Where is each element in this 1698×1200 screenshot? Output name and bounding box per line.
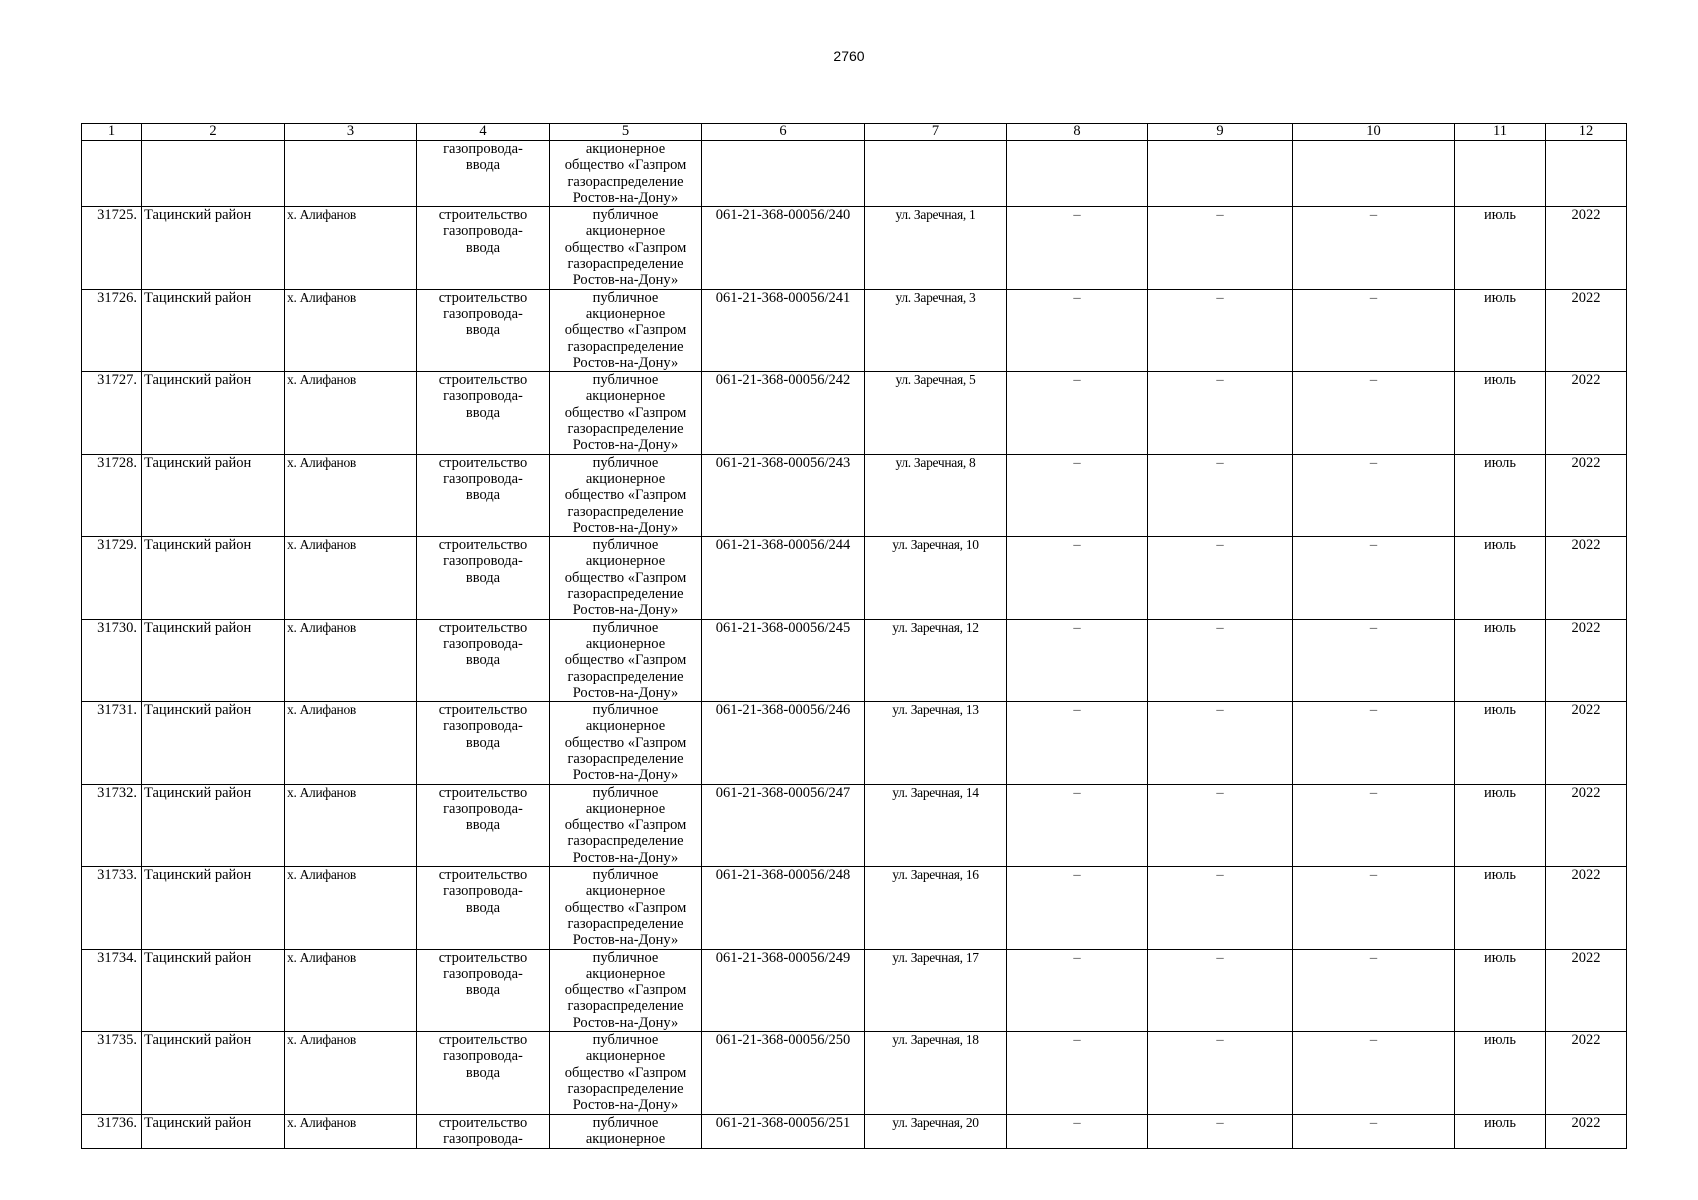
settlement-cell: х. Алифанов	[285, 619, 417, 701]
col10-cell: –	[1293, 372, 1455, 454]
row-number: 31725.	[82, 207, 142, 289]
row-number: 31734.	[82, 949, 142, 1031]
page-number: 2760	[833, 48, 865, 64]
row-number: 31730.	[82, 619, 142, 701]
district-cell: Тацинский район	[142, 949, 285, 1031]
table-row	[82, 537, 1627, 619]
col10-cell: –	[1293, 1114, 1455, 1148]
row-number: 31727.	[82, 372, 142, 454]
address-cell: ул. Заречная, 20	[865, 1114, 1007, 1148]
work-type-cell: строительство газопровода- ввода	[417, 949, 550, 1031]
district-cell: Тацинский район	[142, 207, 285, 289]
continuation-row	[82, 141, 1627, 207]
col10-cell: –	[1293, 702, 1455, 784]
organization-cell: публичное акционерное общество «Газпром газораспределение Ростов-на-Дону»	[550, 949, 702, 1031]
month-cell: июль	[1455, 1032, 1546, 1114]
address-cell: ул. Заречная, 5	[865, 372, 1007, 454]
year-cell: 2022	[1546, 619, 1627, 701]
settlement-cell: х. Алифанов	[285, 867, 417, 949]
table-row	[82, 784, 1627, 866]
work-type-cell: строительство газопровода- ввода	[417, 537, 550, 619]
column-header: 1	[82, 124, 142, 141]
month-cell: июль	[1455, 454, 1546, 536]
column-header: 10	[1293, 124, 1455, 141]
column-header: 2	[142, 124, 285, 141]
col8-cell: –	[1007, 702, 1148, 784]
row-number: 31731.	[82, 702, 142, 784]
organization-cell: публичное акционерное общество «Газпром газораспределение Ростов-на-Дону»	[550, 537, 702, 619]
organization-cell: публичное акционерное общество «Газпром газораспределение Ростов-на-Дону»	[550, 702, 702, 784]
organization-cell: публичное акционерное общество «Газпром газораспределение Ростов-на-Дону»	[550, 619, 702, 701]
object-code-cell: 061-21-368-00056/249	[702, 949, 865, 1031]
object-code-cell: 061-21-368-00056/241	[702, 289, 865, 371]
row-number: 31732.	[82, 784, 142, 866]
settlement-cell: х. Алифанов	[285, 289, 417, 371]
month-cell: июль	[1455, 537, 1546, 619]
table-row	[82, 372, 1627, 454]
data-rows	[82, 207, 1627, 1114]
column-header: 5	[550, 124, 702, 141]
year-cell: 2022	[1546, 454, 1627, 536]
month-cell: июль	[1455, 867, 1546, 949]
address-cell: ул. Заречная, 12	[865, 619, 1007, 701]
month-cell: июль	[1455, 289, 1546, 371]
col10-cell: –	[1293, 289, 1455, 371]
col8-cell: –	[1007, 372, 1148, 454]
district-cell: Тацинский район	[142, 1114, 285, 1148]
work-type-cell: строительство газопровода- ввода	[417, 867, 550, 949]
col10-cell: –	[1293, 867, 1455, 949]
object-code-cell: 061-21-368-00056/243	[702, 454, 865, 536]
table-row	[82, 702, 1627, 784]
month-cell: июль	[1455, 702, 1546, 784]
month-cell: июль	[1455, 1114, 1546, 1148]
address-cell: ул. Заречная, 10	[865, 537, 1007, 619]
col9-cell: –	[1148, 949, 1293, 1031]
column-header: 3	[285, 124, 417, 141]
object-code-cell: 061-21-368-00056/242	[702, 372, 865, 454]
object-code-cell: 061-21-368-00056/247	[702, 784, 865, 866]
object-code-cell: 061-21-368-00056/248	[702, 867, 865, 949]
month-cell: июль	[1455, 784, 1546, 866]
row-number: 31729.	[82, 537, 142, 619]
object-code-cell: 061-21-368-00056/250	[702, 1032, 865, 1114]
year-cell: 2022	[1546, 207, 1627, 289]
row-number: 31735.	[82, 1032, 142, 1114]
address-cell: ул. Заречная, 8	[865, 454, 1007, 536]
month-cell: июль	[1455, 619, 1546, 701]
work-type-cell: строительство газопровода- ввода	[417, 454, 550, 536]
table-row	[82, 207, 1627, 289]
organization-cell: публичное акционерное общество «Газпром газораспределение Ростов-на-Дону»	[550, 454, 702, 536]
address-cell: ул. Заречная, 13	[865, 702, 1007, 784]
address-cell: ул. Заречная, 18	[865, 1032, 1007, 1114]
year-cell: 2022	[1546, 1114, 1627, 1148]
year-cell: 2022	[1546, 702, 1627, 784]
organization-cell: публичное акционерное	[550, 1114, 702, 1148]
district-cell: Тацинский район	[142, 372, 285, 454]
organization-cell: публичное акционерное общество «Газпром газораспределение Ростов-на-Дону»	[550, 207, 702, 289]
col9-cell: –	[1148, 207, 1293, 289]
year-cell: 2022	[1546, 784, 1627, 866]
col10-cell: –	[1293, 207, 1455, 289]
organization-cell: публичное акционерное общество «Газпром газораспределение Ростов-на-Дону»	[550, 867, 702, 949]
row-number: 31726.	[82, 289, 142, 371]
column-header: 9	[1148, 124, 1293, 141]
work-type-cell: строительство газопровода-	[417, 1114, 550, 1148]
month-cell: июль	[1455, 949, 1546, 1031]
district-cell: Тацинский район	[142, 1032, 285, 1114]
settlement-cell: х. Алифанов	[285, 372, 417, 454]
col8-cell: –	[1007, 454, 1148, 536]
col8-cell: –	[1007, 537, 1148, 619]
year-cell: 2022	[1546, 867, 1627, 949]
work-type-cell: строительство газопровода- ввода	[417, 784, 550, 866]
month-cell: июль	[1455, 207, 1546, 289]
organization-cell: публичное акционерное общество «Газпром газораспределение Ростов-на-Дону»	[550, 372, 702, 454]
table-row	[82, 867, 1627, 949]
col8-cell: –	[1007, 784, 1148, 866]
settlement-cell: х. Алифанов	[285, 949, 417, 1031]
table-row	[82, 1114, 1627, 1148]
address-cell: ул. Заречная, 14	[865, 784, 1007, 866]
col10-cell: –	[1293, 784, 1455, 866]
table-row	[82, 619, 1627, 701]
row-number: 31728.	[82, 454, 142, 536]
object-code-cell: 061-21-368-00056/240	[702, 207, 865, 289]
work-type-cell: строительство газопровода- ввода	[417, 289, 550, 371]
col9-cell: –	[1148, 454, 1293, 536]
district-cell: Тацинский район	[142, 619, 285, 701]
table-row	[82, 949, 1627, 1031]
year-cell: 2022	[1546, 537, 1627, 619]
col9-cell: –	[1148, 537, 1293, 619]
year-cell: 2022	[1546, 1032, 1627, 1114]
year-cell: 2022	[1546, 949, 1627, 1031]
column-number-row	[82, 124, 1627, 141]
column-header: 6	[702, 124, 865, 141]
col10-cell: –	[1293, 537, 1455, 619]
column-header: 4	[417, 124, 550, 141]
settlement-cell: х. Алифанов	[285, 207, 417, 289]
col9-cell: –	[1148, 1032, 1293, 1114]
organization-cell: публичное акционерное общество «Газпром газораспределение Ростов-на-Дону»	[550, 784, 702, 866]
column-header: 11	[1455, 124, 1546, 141]
organization-cell: публичное акционерное общество «Газпром газораспределение Ростов-на-Дону»	[550, 289, 702, 371]
col10-cell: –	[1293, 454, 1455, 536]
col9-cell: –	[1148, 619, 1293, 701]
col8-cell: –	[1007, 1114, 1148, 1148]
table-row	[82, 454, 1627, 536]
year-cell: 2022	[1546, 289, 1627, 371]
district-cell: Тацинский район	[142, 289, 285, 371]
registry-table	[81, 123, 1627, 1149]
work-type-cell: строительство газопровода- ввода	[417, 207, 550, 289]
col10-cell: –	[1293, 619, 1455, 701]
column-header: 8	[1007, 124, 1148, 141]
column-header: 12	[1546, 124, 1627, 141]
work-type-cell: строительство газопровода- ввода	[417, 619, 550, 701]
district-cell: Тацинский район	[142, 784, 285, 866]
address-cell: ул. Заречная, 16	[865, 867, 1007, 949]
col9-cell: –	[1148, 784, 1293, 866]
column-header: 7	[865, 124, 1007, 141]
work-type-cell: строительство газопровода- ввода	[417, 1032, 550, 1114]
settlement-cell: х. Алифанов	[285, 537, 417, 619]
work-type-cell: строительство газопровода- ввода	[417, 702, 550, 784]
district-cell: Тацинский район	[142, 454, 285, 536]
organization-cell: публичное акционерное общество «Газпром газораспределение Ростов-на-Дону»	[550, 1032, 702, 1114]
col9-cell: –	[1148, 289, 1293, 371]
settlement-cell: х. Алифанов	[285, 784, 417, 866]
col8-cell: –	[1007, 207, 1148, 289]
month-cell: июль	[1455, 372, 1546, 454]
address-cell: ул. Заречная, 3	[865, 289, 1007, 371]
table-row	[82, 289, 1627, 371]
col9-cell: –	[1148, 702, 1293, 784]
col8-cell: –	[1007, 289, 1148, 371]
object-code-cell: 061-21-368-00056/245	[702, 619, 865, 701]
address-cell: ул. Заречная, 17	[865, 949, 1007, 1031]
col8-cell: –	[1007, 949, 1148, 1031]
row-number: 31733.	[82, 867, 142, 949]
organization-cell: акционерное общество «Газпром газораспределение Ростов-на-Дону»	[550, 141, 702, 207]
col9-cell: –	[1148, 1114, 1293, 1148]
year-cell: 2022	[1546, 372, 1627, 454]
settlement-cell: х. Алифанов	[285, 702, 417, 784]
work-type-cell: строительство газопровода- ввода	[417, 372, 550, 454]
table-row	[82, 1032, 1627, 1114]
district-cell: Тацинский район	[142, 702, 285, 784]
object-code-cell: 061-21-368-00056/244	[702, 537, 865, 619]
settlement-cell: х. Алифанов	[285, 1032, 417, 1114]
object-code-cell: 061-21-368-00056/251	[702, 1114, 865, 1148]
district-cell: Тацинский район	[142, 867, 285, 949]
settlement-cell: х. Алифанов	[285, 1114, 417, 1148]
col8-cell: –	[1007, 867, 1148, 949]
object-code-cell: 061-21-368-00056/246	[702, 702, 865, 784]
work-type-cell: газопровода- ввода	[417, 141, 550, 207]
col10-cell: –	[1293, 949, 1455, 1031]
col10-cell: –	[1293, 1032, 1455, 1114]
col9-cell: –	[1148, 867, 1293, 949]
col9-cell: –	[1148, 372, 1293, 454]
col8-cell: –	[1007, 619, 1148, 701]
settlement-cell: х. Алифанов	[285, 454, 417, 536]
row-number: 31736.	[82, 1114, 142, 1148]
district-cell: Тацинский район	[142, 537, 285, 619]
address-cell: ул. Заречная, 1	[865, 207, 1007, 289]
col8-cell: –	[1007, 1032, 1148, 1114]
